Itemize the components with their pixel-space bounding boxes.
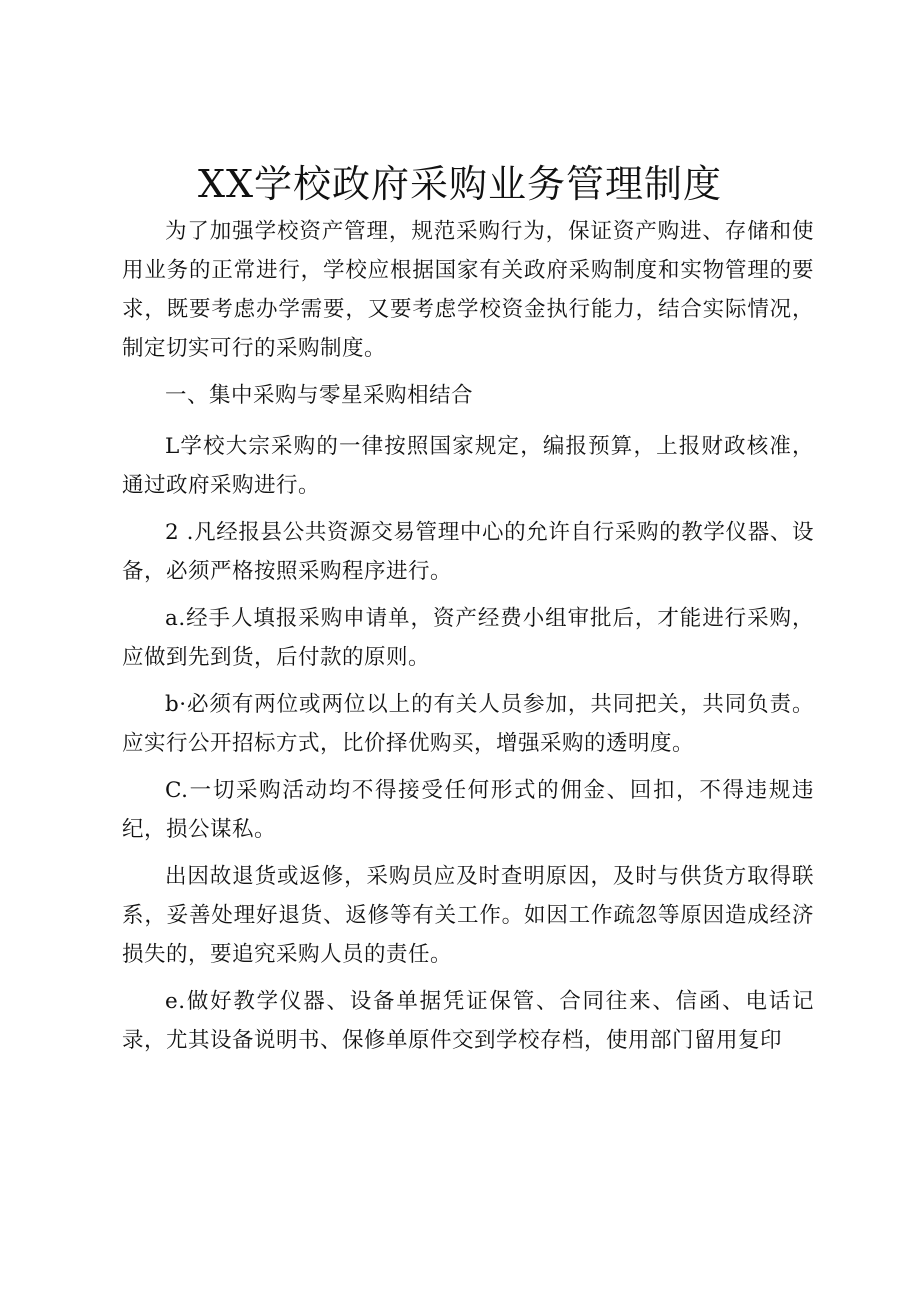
clause-2c: C.一切采购活动均不得接受任何形式的佣金、回扣，不得违规违纪，损公谋私。 bbox=[122, 778, 814, 842]
section-heading-1: 一、集中采购与零星采购相结合 bbox=[165, 383, 474, 408]
clause-2a: a.经手人填报采购申请单，资产经费小组审批后，才能进行采购，应做到先到货，后付款的原则。 bbox=[122, 606, 814, 670]
clause-2d: 出因故退货或返修，采购员应及时查明原因，及时与供货方取得联系，妥善处理好退货、返修等有关工作。如因工作疏忽等原因造成经济损失的，要追究采购人员的责任。 bbox=[122, 864, 814, 967]
document-body bbox=[122, 212, 814, 1068]
clause-2e: e.做好教学仪器、设备单据凭证保管、合同往来、信函、电话记录，尤其设备说明书、保修单原件交到学校存档，使用部门留用复印 bbox=[122, 989, 814, 1053]
intro-paragraph: 为了加强学校资产管理，规范采购行为，保证资产购进、存储和使用业务的正常进行，学校应根据国家有关政府采购制度和实物管理的要求，既要考虑办学需要，又要考虑学校资金执行能力，结合实际情况，制定切实可行的采购制度。 bbox=[122, 219, 814, 361]
document-title: XX学校政府采购业务管理制度 bbox=[197, 162, 723, 206]
clause-1: L学校大宗采购的一律按照国家规定，编报预算，上报财政核准，通过政府采购进行。 bbox=[122, 434, 814, 498]
clause-2: 2 .凡经报县公共资源交易管理中心的允许自行采购的教学仪器、设备，必须严格按照采购程序进行。 bbox=[122, 520, 814, 584]
clause-2b: b·必须有两位或两位以上的有关人员参加，共同把关，共同负责。应实行公开招标方式，比价择优购买，增强采购的透明度。 bbox=[122, 692, 814, 756]
